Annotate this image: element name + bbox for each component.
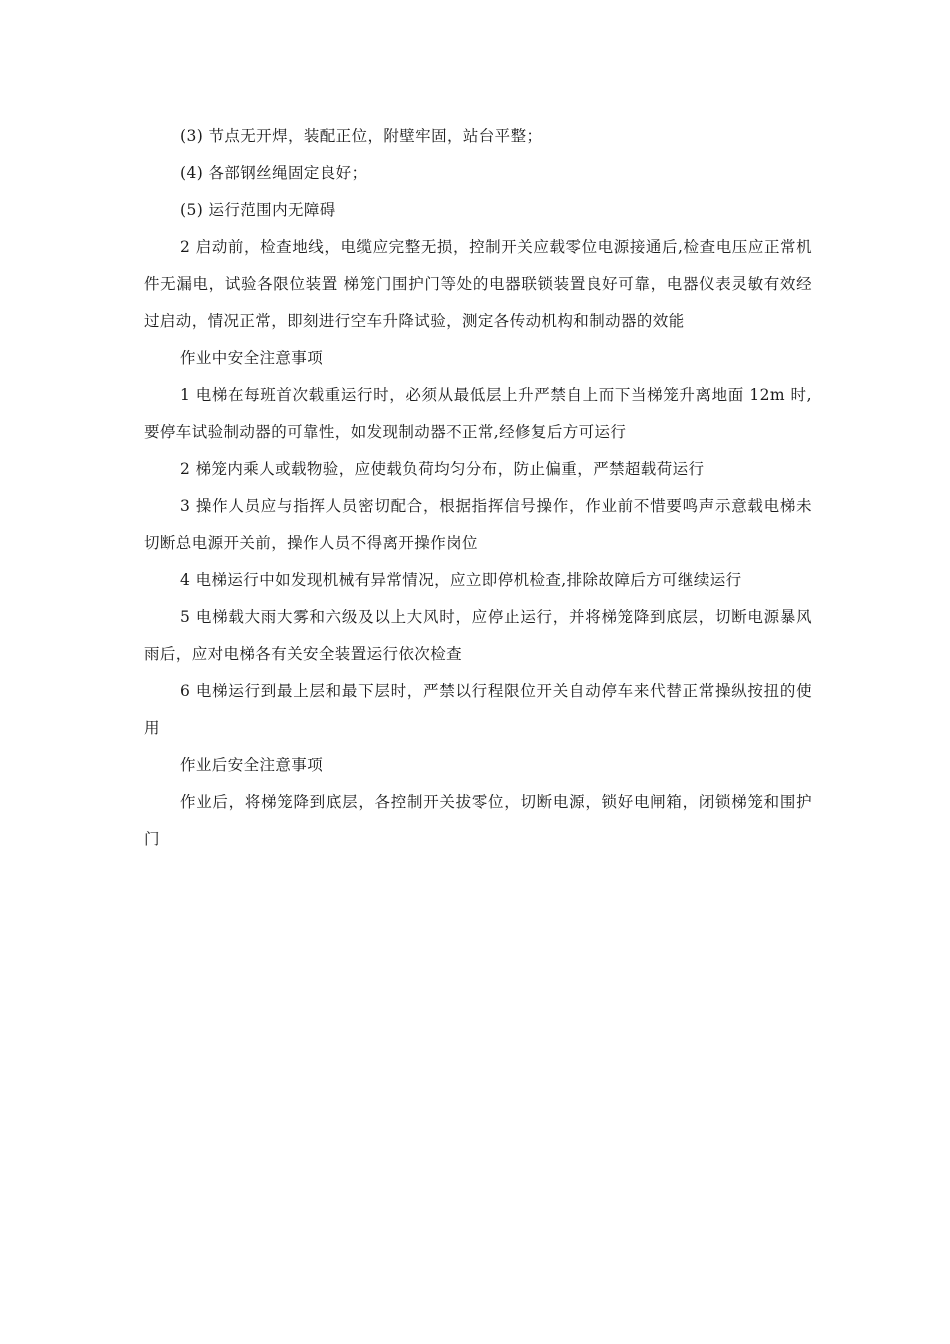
paragraph-operation-4: 4 电梯运行中如发现机械有异常情况，应立即停机检查,排除故障后方可继续运行 — [180, 571, 742, 589]
paragraph-after-operation: 作业后，将梯笼降到底层，各控制开关拔零位，切断电源，锁好电闸箱，闭锁梯笼和围护门 — [144, 793, 812, 848]
paragraph-operation-5: 5 电梯载大雨大雾和六级及以上大风时，应停止运行，并将梯笼降到底层，切断电源暴风雨后，应对电梯各有关安全装置运行依次检查 — [144, 608, 812, 663]
document-body — [144, 118, 812, 858]
paragraph-item-5: (5) 运行范围内无障碍 — [180, 201, 336, 219]
paragraph-operation-2: 2 梯笼内乘人或载物验，应使载负荷均匀分布，防止偏重，严禁超载荷运行 — [180, 460, 705, 478]
paragraph-pre-start-check: 2 启动前，检查地线，电缆应完整无损，控制开关应载零位电源接通后,检查电压应正常机件无漏电，试验各限位装置 梯笼门围护门等处的电器联锁装置良好可靠，电器仪表灵敏有效经过启动，情况正常，即刻进行空车升降试验，测定各传动机构和制动器的效能 — [144, 238, 812, 330]
paragraph-operation-1: 1 电梯在每班首次载重运行时，必须从最低层上升严禁自上而下当梯笼升离地面 12m 时,要停车试验制动器的可靠性，如发现制动器不正常,经修复后方可运行 — [144, 386, 812, 441]
paragraph-operation-3: 3 操作人员应与指挥人员密切配合，根据指挥信号操作，作业前不惜要鸣声示意载电梯未切断总电源开关前，操作人员不得离开操作岗位 — [144, 497, 812, 552]
section-heading-after-operation: 作业后安全注意事项 — [180, 756, 324, 774]
paragraph-item-4: (4) 各部钢丝绳固定良好； — [180, 164, 368, 182]
paragraph-operation-6: 6 电梯运行到最上层和最下层时，严禁以行程限位开关自动停车来代替正常操纵按扭的使用 — [144, 682, 812, 737]
section-heading-during-operation: 作业中安全注意事项 — [180, 349, 324, 367]
paragraph-item-3: (3) 节点无开焊，装配正位，附壁牢固，站台平整； — [180, 127, 543, 145]
